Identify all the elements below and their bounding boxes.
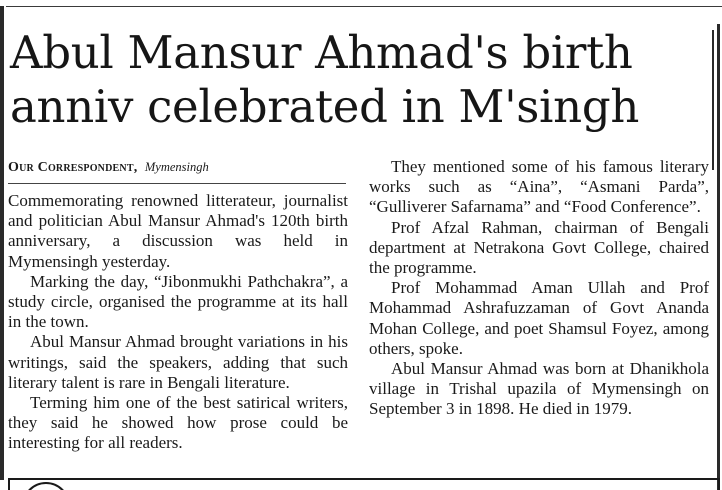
paragraph: Commemorating renowned litterateur, journalist and politician Abul Mansur Ahmad's 120th birth anniversary, a discussion was held in Mymensingh yesterday.: [8, 191, 348, 271]
paragraph: Abul Mansur Ahmad brought variations in his writings, said the speakers, adding that such literary talent is rare in Bengali literature.: [8, 332, 348, 392]
byline-place: Mymensingh: [144, 160, 209, 174]
left-column-rule: [0, 6, 4, 480]
headline: [10, 26, 710, 134]
article-column-1: [8, 191, 348, 454]
byline-divider: [8, 183, 346, 184]
right-column-rule: [717, 24, 720, 490]
top-rule: [6, 6, 722, 7]
next-article-box: [8, 478, 720, 490]
paragraph: They mentioned some of his famous literary works such as “Aina”, “Asmani Parda”, “Gulliverer Safarnama” and “Food Conference”.: [369, 157, 709, 217]
headline-line-1: Abul Mansur Ahmad's birth: [10, 26, 633, 79]
right-inner-rule: [712, 30, 714, 170]
paragraph: Prof Afzal Rahman, chairman of Bengali department at Netrakona Govt College, chaired the programme.: [369, 217, 709, 278]
paragraph: Abul Mansur Ahmad was born at Dhanikhola village in Trishal upazila of Mymensingh on September 3 in 1898. He died in 1979.: [369, 359, 709, 419]
paragraph: Marking the day, “Jibonmukhi Pathchakra”, a study circle, organised the programme at its hall in the town.: [8, 271, 348, 332]
byline: [8, 160, 209, 176]
headline-line-2: anniv celebrated in M'singh: [10, 80, 640, 133]
paragraph: Prof Mohammad Aman Ullah and Prof Mohammad Ashrafuzzaman of Govt Ananda Mohan College, and poet Shamsul Foyez, among others, spoke.: [369, 278, 709, 358]
paragraph: Terming him one of the best satirical writers, they said he showed how prose could be interesting for all readers.: [8, 393, 348, 453]
article-column-2: [369, 157, 709, 420]
byline-author: Our Correspondent,: [8, 160, 138, 175]
